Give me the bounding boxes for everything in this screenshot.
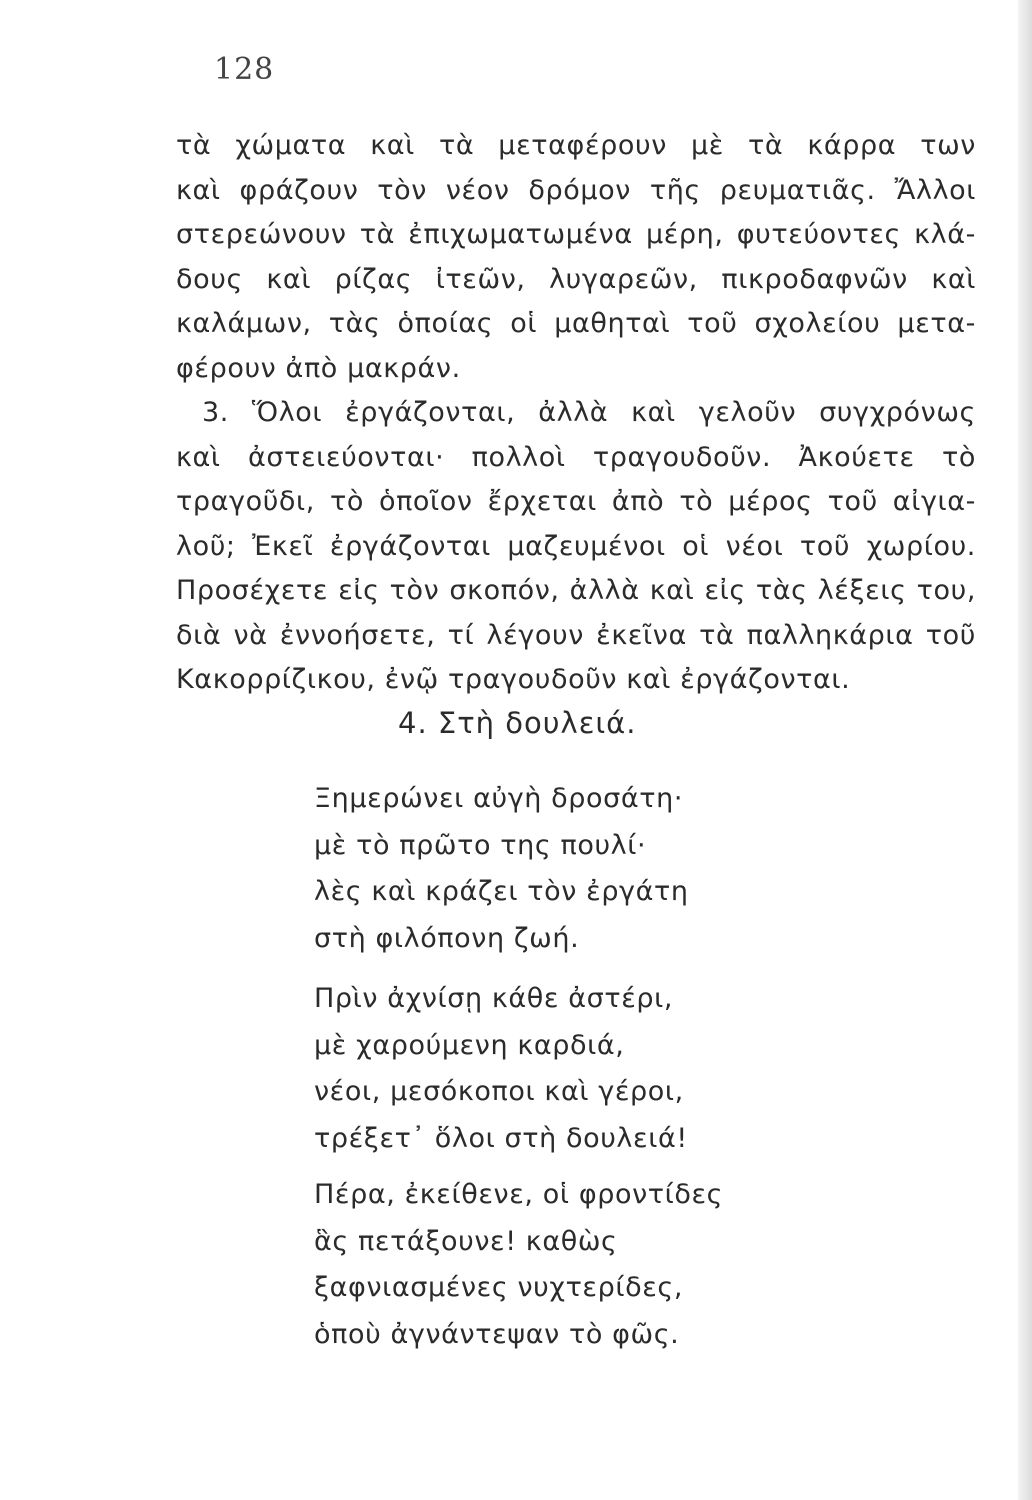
poem-line: Πρὶν ἀχνίσῃ κάθε ἀστέρι,	[314, 983, 674, 1014]
poem-line: Ξημερώνει αὐγὴ δροσάτη·	[314, 783, 684, 814]
prose-line: καλάμων, τὰς ὁποίας οἱ μαθηταὶ τοῦ σχολείου μετα-	[176, 308, 976, 339]
prose-line: τὰ χώματα καὶ τὰ μεταφέρουν μὲ τὰ κάρρα των	[176, 130, 976, 161]
prose-line: 3. Ὅλοι ἐργάζονται, ἀλλὰ καὶ γελοῦν συγχρόνως	[202, 397, 976, 428]
poem-line: νέοι, μεσόκοποι καὶ γέροι,	[314, 1076, 684, 1107]
poem-stanza-3	[314, 1172, 834, 1358]
poem-stanza-2	[314, 976, 834, 1162]
poem-line: λὲς καὶ κράζει τὸν ἐργάτη	[314, 876, 689, 907]
page-edge	[1018, 0, 1032, 1500]
prose-line: δους καὶ ρίζας ἰτεῶν, λυγαρεῶν, πικροδαφνῶν καὶ	[176, 263, 976, 295]
prose-line: καὶ ἀστειεύονται· πολλοὶ τραγουδοῦν. Ἀκούετε τὸ	[176, 441, 976, 473]
prose-line: φέρουν ἀπὸ μακράν.	[176, 352, 461, 384]
page-number: 128	[214, 52, 275, 87]
poem-line: τρέξετ᾽ ὅλοι στὴ δουλειά!	[314, 1122, 688, 1154]
prose-line: καὶ φράζουν τὸν νέον δρόμον τῆς ρευματιᾶς. Ἄλλοι	[176, 174, 976, 206]
poem-stanza-1	[314, 776, 834, 962]
poem-line: Πέρα, ἐκείθενε, οἱ φροντίδες	[314, 1179, 724, 1210]
poem-line: ξαφνιασμένες νυχτερίδες,	[314, 1272, 684, 1303]
poem-line: ἃς πετάξουνε! καθὼς	[314, 1225, 618, 1257]
prose-line: διὰ νὰ ἐννοήσετε, τί λέγουν ἐκεῖνα τὰ παλληκάρια τοῦ	[176, 619, 976, 651]
prose-line: Προσέχετε εἰς τὸν σκοπόν, ἀλλὰ καὶ εἰς τὰς λέξεις του,	[176, 575, 976, 606]
prose-line: στερεώνουν τὰ ἐπιχωματωμένα μέρη, φυτεύοντες κλά-	[176, 219, 976, 250]
poem-line: μὲ τὸ πρῶτο της πουλί·	[314, 829, 647, 861]
prose-line: λοῦ; Ἐκεῖ ἐργάζονται μαζευμένοι οἱ νέοι τοῦ χωρίου.	[176, 530, 976, 562]
section-title: 4. Στὴ δουλειά.	[398, 706, 637, 740]
prose-line: τραγοῦδι, τὸ ὁποῖον ἔρχεται ἀπὸ τὸ μέρος τοῦ αἰγια-	[176, 486, 976, 517]
prose-line: Κακορρίζικου, ἐνῷ τραγουδοῦν καὶ ἐργάζονται.	[176, 664, 851, 695]
poem-line: στὴ φιλόπονη ζωή.	[314, 922, 580, 954]
poem-line: ὁποὺ ἀγνάντεψαν τὸ φῶς.	[314, 1318, 680, 1350]
prose-block	[176, 124, 976, 703]
poem-line: μὲ χαρούμενη καρδιά,	[314, 1029, 625, 1061]
